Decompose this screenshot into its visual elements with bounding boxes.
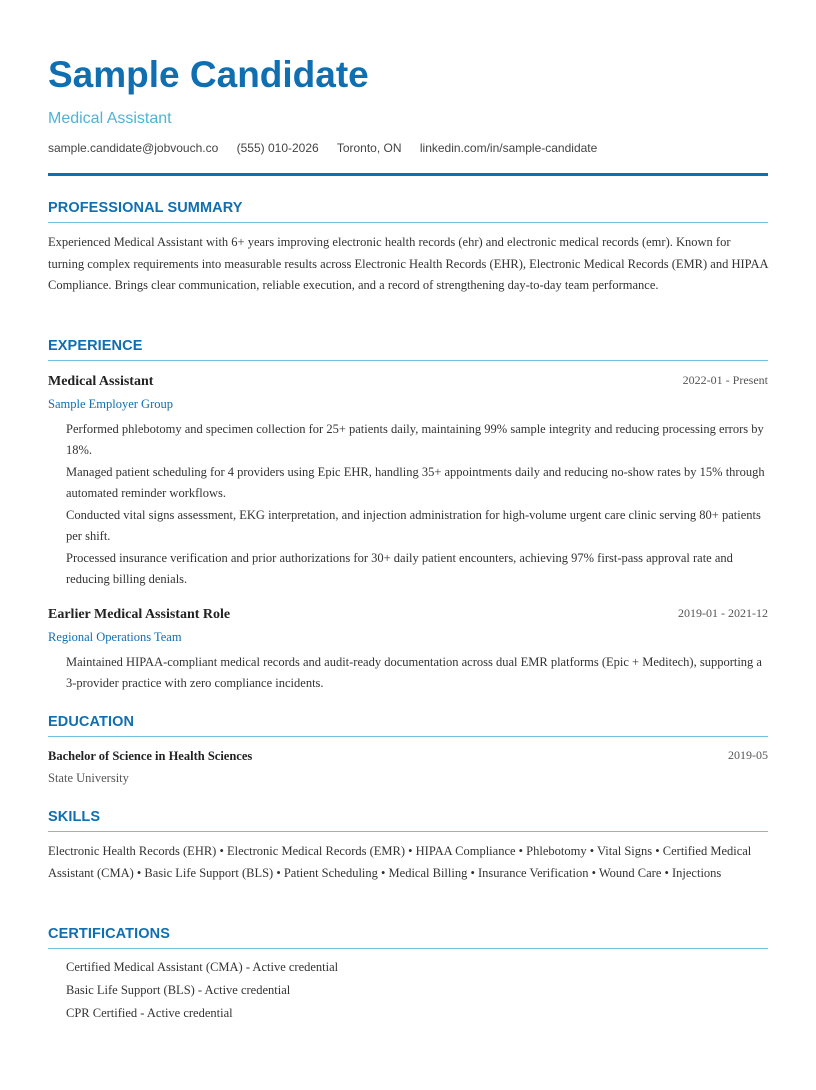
education-divider (48, 736, 768, 737)
skills-divider (48, 831, 768, 832)
summary-text: Experienced Medical Assistant with 6+ years improving electronic health records (ehr) and electronic medical records (emr). Known for turning complex requirements into measurable results across Electronic Health Records (EHR), Electronic Medical Records (EMR) and HIPAA Compliance. Brings clear communication, reliable execution, and a record of strengthening day-to-day team performance. (48, 235, 768, 292)
job-employer: Regional Operations Team (48, 630, 182, 644)
education-heading: EDUCATION (48, 714, 135, 730)
certifications-list (66, 956, 338, 1025)
certification-item: Certified Medical Assistant (CMA) - Active credential (66, 960, 339, 974)
education-date: 2019-05 (728, 748, 768, 762)
job-dates: 2022-01 - Present (682, 373, 768, 387)
contact-phone: (555) 010-2026 (236, 141, 319, 155)
job-title: Medical Assistant (48, 374, 154, 389)
job-bullets (66, 652, 768, 694)
experience-heading: EXPERIENCE (48, 338, 143, 354)
job-dates: 2019-01 - 2021-12 (678, 606, 768, 620)
summary-divider (48, 222, 768, 223)
experience-divider (48, 360, 768, 361)
candidate-name: Sample Candidate (48, 54, 369, 95)
candidate-title: Medical Assistant (48, 110, 172, 127)
job-bullet: Maintained HIPAA-compliant medical records and audit-ready documentation across dual EMR platforms (Epic + Meditech), supporting a 3-provider practice with zero compliance incidents. (66, 655, 762, 690)
contact-email: sample.candidate@jobvouch.co (48, 141, 219, 155)
job-bullet: Managed patient scheduling for 4 providers using Epic EHR, handling 35+ appointments daily and reducing no-show rates by 15% through automated reminder workflows. (66, 465, 765, 500)
certification-item: CPR Certified - Active credential (66, 1006, 233, 1020)
job-employer: Sample Employer Group (48, 397, 173, 411)
contact-line (48, 140, 612, 156)
education-school: State University (48, 771, 129, 785)
job-bullet: Conducted vital signs assessment, EKG interpretation, and injection administration for high-volume urgent care clinic serving 80+ patients per shift. (66, 508, 761, 543)
contact-location: Toronto, ON (336, 141, 402, 155)
education-degree: Bachelor of Science in Health Sciences (48, 749, 253, 763)
certification-item: Basic Life Support (BLS) - Active credential (66, 983, 291, 997)
job-bullet: Processed insurance verification and prior authorizations for 30+ daily patient encounters, achieving 97% first-pass approval rate and reducing billing denials. (66, 551, 733, 586)
header-divider (48, 173, 768, 176)
job-title: Earlier Medical Assistant Role (48, 607, 231, 622)
summary-heading: PROFESSIONAL SUMMARY (48, 200, 243, 216)
job-bullet: Performed phlebotomy and specimen collection for 25+ patients daily, maintaining 99% sample integrity and reducing processing errors by 18%. (66, 422, 764, 457)
contact-linkedin: linkedin.com/in/sample-candidate (419, 141, 598, 155)
skills-heading: SKILLS (48, 809, 101, 825)
certifications-divider (48, 948, 768, 949)
skills-list: Electronic Health Records (EHR) • Electronic Medical Records (EMR) • HIPAA Compliance • Phlebotomy • Vital Signs • Certified Medical Assistant (CMA) • Basic Life Support (BLS) • Patient Scheduling • Medical Billing • Insurance Verification • Wound Care • Injections (48, 844, 752, 880)
job-bullets (66, 419, 768, 590)
certifications-heading: CERTIFICATIONS (48, 926, 170, 942)
